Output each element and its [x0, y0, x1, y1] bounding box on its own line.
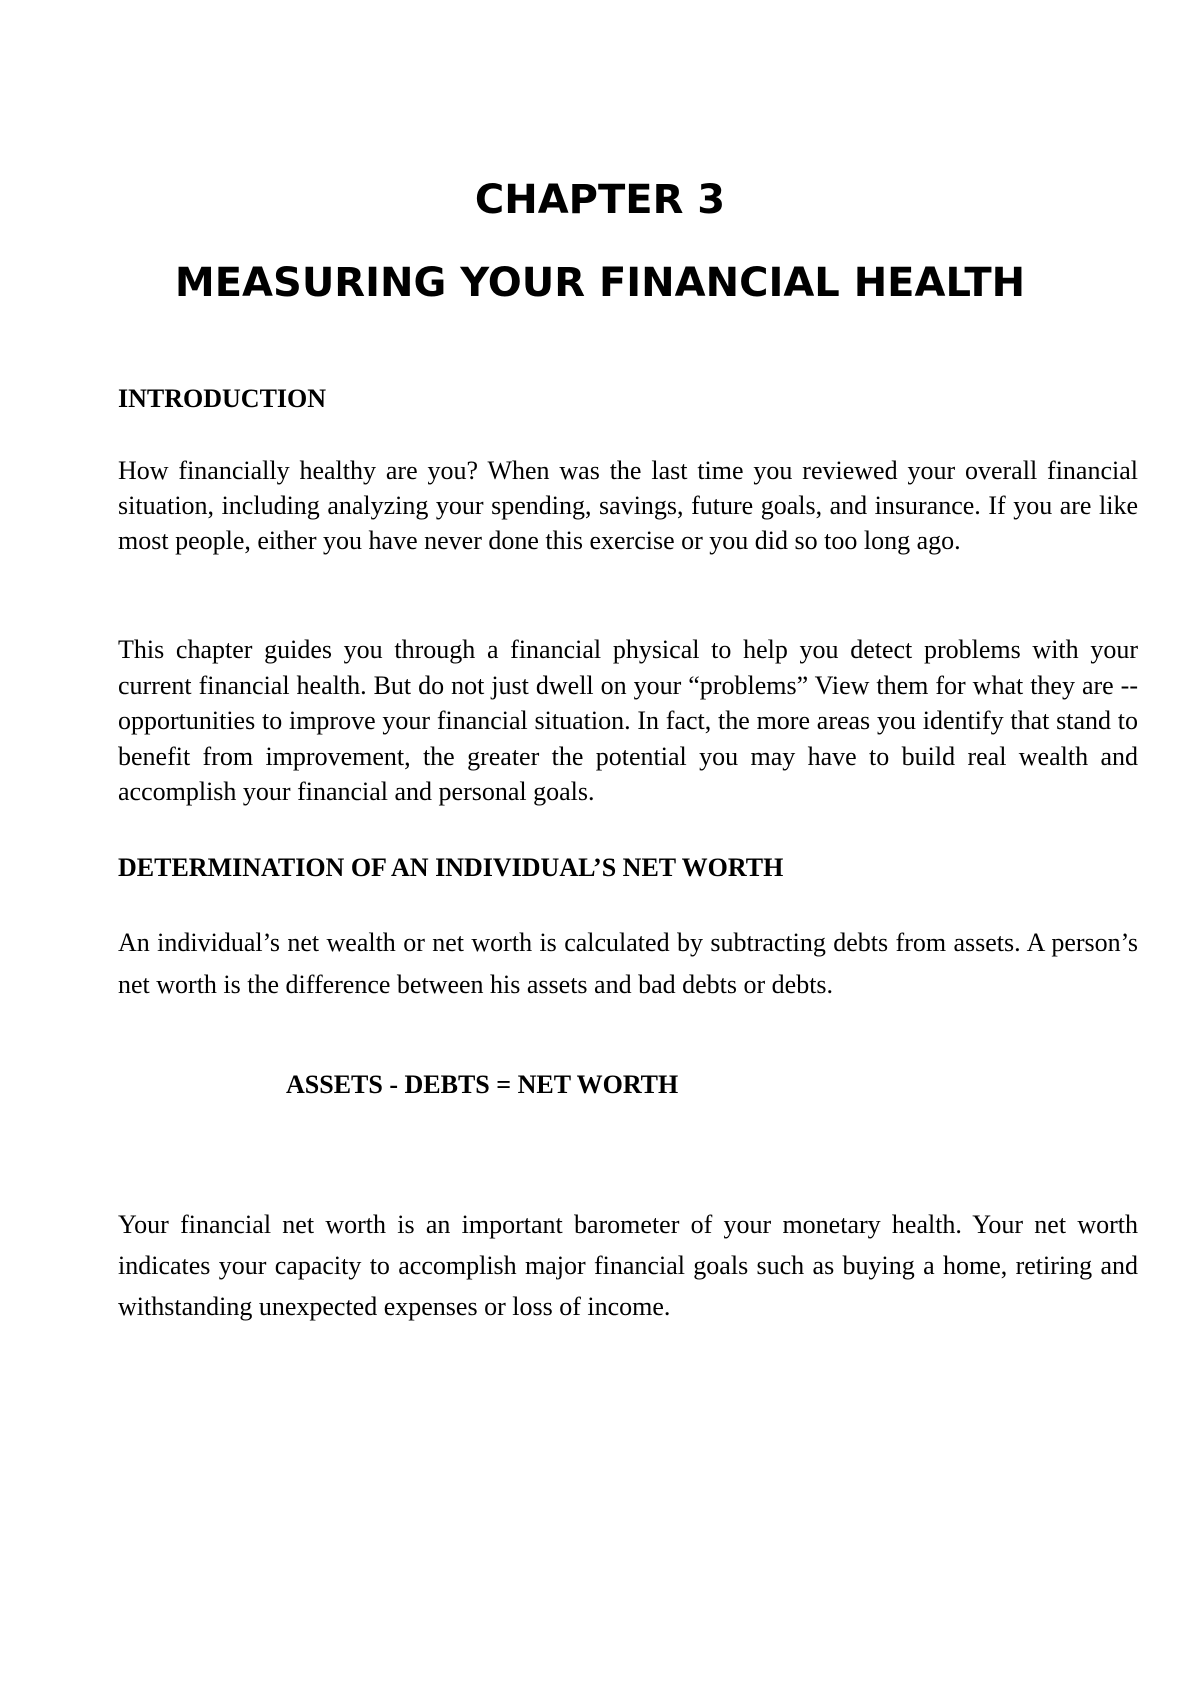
net-worth-formula: ASSETS - DEBTS = NET WORTH	[286, 1070, 679, 1099]
introduction-heading: INTRODUCTION	[118, 384, 327, 413]
chapter-title: MEASURING YOUR FINANCIAL HEALTH	[174, 260, 1026, 306]
net-worth-heading: DETERMINATION OF AN INDIVIDUAL’S NET WORTH	[118, 853, 784, 882]
introduction-paragraph-2: This chapter guides you through a financial physical to help you detect problems with your current financial health. But do not just dwell on your “problems” View them for what they are -- opportunities to improve your financial situation. In fact, the more areas you identify that stand to benefit from improvement, the greater the potential you may have to build real wealth and accomplish your financial and personal goals.	[118, 635, 1138, 806]
net-worth-paragraph-2: Your financial net worth is an important barometer of your monetary health. Your net worth indicates your capacity to accomplish major financial goals such as buying a home, retiring and withstanding unexpected expenses or loss of income.	[118, 1210, 1138, 1321]
introduction-paragraph-1: How financially healthy are you? When was the last time you reviewed your overall financial situation, including analyzing your spending, savings, future goals, and insurance. If you are like most people, either you have never done this exercise or you did so too long ago.	[118, 456, 1138, 555]
chapter-number: CHAPTER 3	[474, 177, 726, 223]
net-worth-paragraph-1: An individual’s net wealth or net worth is calculated by subtracting debts from assets. A person’s net worth is the difference between his assets and bad debts or debts.	[118, 928, 1138, 999]
